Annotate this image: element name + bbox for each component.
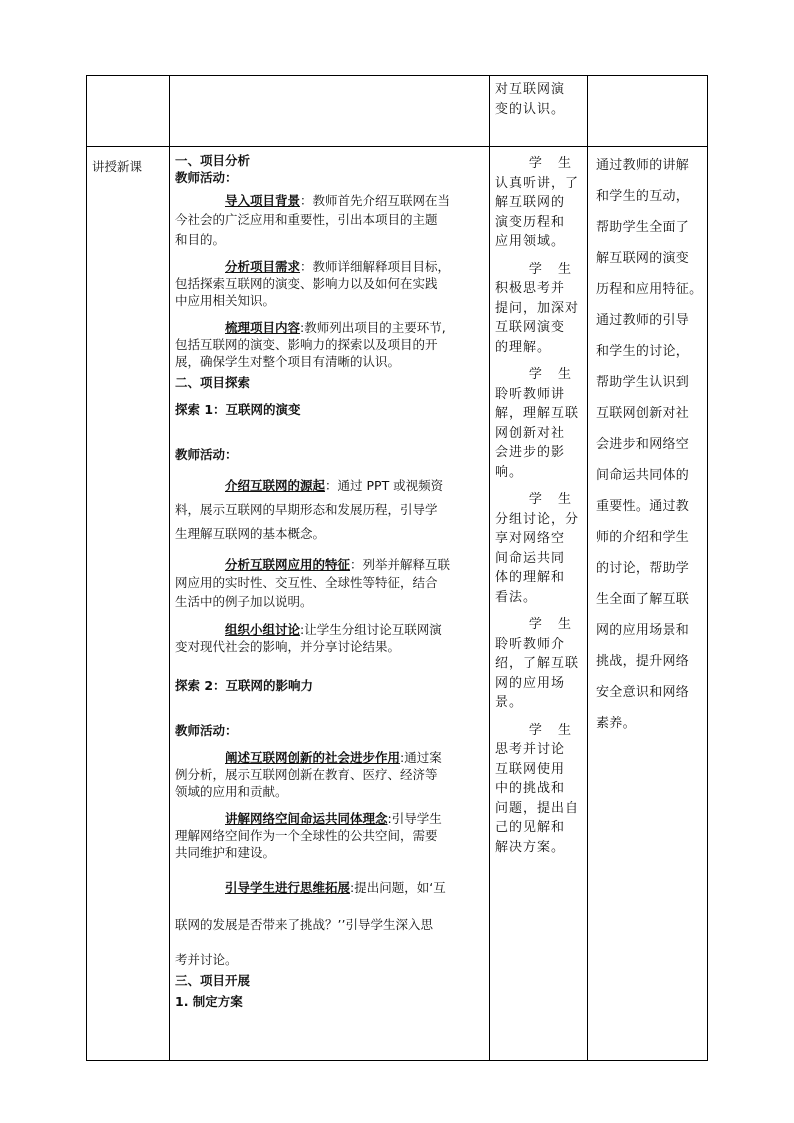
plan-subtitle: 1. 制定方案 [175,994,243,1009]
student-text: 景。 [495,695,524,710]
student-block [495,721,583,858]
student-lead: 学 生 [528,617,577,632]
student-text: 分组讨论，分 [495,511,580,527]
paragraph-text: 领域的应用和贡献。 [175,784,288,799]
student-text: 绍，了解互联 [495,656,580,671]
paragraph-text: 生理解互联网的基本概念。 [175,526,326,541]
intent-text: 网的应用场景和 [596,623,690,638]
student-text: 认真听讲，了 [495,175,580,191]
row-label-cell [92,158,168,175]
student-text: 互联网演变 [495,320,566,335]
intent-text: 帮助学生认识到 [596,375,690,390]
student-text: 问题，提出自 [495,800,580,816]
student-block [495,260,583,358]
intent-text: 挑战，提升网络 [596,654,690,669]
paragraph-text: 共同维护和建设。 [175,845,276,860]
intent-text: 互联网创新对社 [596,406,690,421]
student-lead: 学 生 [528,722,577,738]
student-text: 解决方案。 [495,839,566,855]
student-text: 提问，加深对 [495,300,580,316]
paragraph-title: 阐述互联网创新的社会进步作用 [225,750,401,765]
student-block [495,365,583,482]
paragraph-text: 考并讨论。 [175,952,238,967]
student-text: 演变历程和 [495,214,566,230]
student-block [495,490,583,607]
row-label: 讲授新课 [92,159,143,174]
paragraph-text: 中应用相关知识。 [175,293,276,308]
paragraph-title: 分析项目需求 [225,259,301,274]
paragraph-title: 讲解网络空间命运共同体理念 [225,811,388,826]
student-text: 变的认识。 [495,101,566,117]
student-activity-cell [495,154,583,865]
intent-text: 素养。 [596,716,636,731]
paragraph-title: 梳理项目内容 [225,320,301,335]
intent-text: 通过教师的讲解 [596,158,690,173]
student-text: 中的挑战和 [495,781,566,796]
section-title-development: 三、项目开展 [175,973,251,988]
paragraph-text: 例分析，展示互联网创新在教育、医疗、经济等 [175,767,438,782]
paragraph-text: 网应用的实时性、交互性、全球性等特征，结合 [175,575,438,590]
student-text: 网的应用场 [495,675,566,691]
student-text: 己的见解和 [495,820,566,835]
table-divider-col2 [489,75,490,1061]
intent-text: 帮助学生全面了 [596,220,690,235]
paragraph-text: :通过案 [400,750,442,765]
table-row-divider [86,146,708,147]
teacher-activity-label: 教师活动： [175,170,238,185]
paragraph-title: 分析互联网应用的特征 [225,557,351,572]
teacher-activity-label: 教师活动： [175,447,238,462]
paragraph-title: 引导学生进行思维拓展 [225,880,351,895]
paragraph-title: 组织小组讨论 [225,622,301,637]
student-text: 看法。 [495,589,538,605]
student-text: 体的理解和 [495,570,566,585]
table-border-bottom [86,1060,708,1061]
intent-text: 重要性。通过教 [596,499,690,514]
intent-text: 和学生的互动， [596,189,690,204]
design-intent-cell [596,150,706,739]
student-lead: 学 生 [528,367,577,382]
paragraph-text: 生活中的例子加以说明。 [175,594,313,609]
paragraph-requirements [175,258,485,275]
student-text: 网创新对社 [495,425,566,441]
paragraph-social-progress [175,749,485,766]
paragraph-text: 包括探索互联网的演变、影响力以及如何在实践 [175,276,438,291]
intent-text: 会进步和网络空 [596,437,690,452]
intent-text: 间命运共同体的 [596,468,690,483]
intent-text: 和学生的讨论， [596,344,690,359]
paragraph-text: ：通过 PPT 或视频资 [325,478,444,493]
exploration-1-title: 探索 1：互联网的演变 [175,402,301,417]
paragraph-text: :引导学生 [387,811,442,826]
paragraph-text: 今社会的广泛应用和重要性，引出本项目的主题 [175,212,438,227]
student-text: 积极思考并 [495,281,566,296]
student-text: 会进步的影 [495,445,566,460]
paragraph-title: 导入项目背景 [225,193,301,208]
student-text: 聆听教师介 [495,636,566,652]
paragraph-title: 介绍互联网的源起 [225,478,326,493]
intent-text: 解互联网的演变 [596,251,690,266]
intent-text: 通过教师的引导 [596,313,690,328]
paragraph-text: 理解网络空间作为一个全球性的公共空间，需要 [175,828,438,843]
table-border-right [707,75,708,1061]
intent-text: 历程和应用特征。 [596,282,703,297]
paragraph-community [175,810,485,827]
top-row-student-cell [495,80,583,119]
paragraph-thinking [175,879,485,896]
teacher-activity-cell [175,152,485,1010]
paragraph-text: ：教师详细解释项目目标， [300,259,451,274]
table-divider-col3 [587,75,588,1061]
student-text: 响。 [495,464,524,480]
paragraph-text: 联网的发展是否带来了挑战？’’引导学生深入思 [175,917,433,932]
paragraph-text: 料，展示互联网的早期形态和发展历程，引导学 [175,502,438,517]
paragraph-text: :教师列出项目的主要环节, [300,320,446,335]
student-lead: 学 生 [528,156,577,171]
paragraph-text: 变对现代社会的影响，并分享讨论结果。 [175,639,401,654]
paragraph-content [175,319,485,336]
intent-text: 的讨论，帮助学 [596,561,690,576]
student-lead: 学 生 [528,261,577,277]
intent-text: 安全意识和网络 [596,685,690,700]
paragraph-text: ：列举并解释互联 [350,557,451,572]
student-text: 解，理解互联 [495,406,580,421]
intent-text: 生全面了解互联 [596,592,690,607]
table-divider-col1 [169,75,170,1061]
paragraph-text: 展，确保学生对整个项目有清晰的认识。 [175,354,401,369]
table-border-top [86,75,708,76]
student-lead: 学 生 [528,492,577,507]
student-text: 间命运共同 [495,550,566,566]
teacher-activity-label: 教师活动： [175,723,238,738]
section-title-analysis: 一、项目分析 [175,153,251,168]
student-text: 解互联网的 [495,195,566,210]
paragraph-text: 包括互联网的演变、影响力的探索以及项目的开 [175,337,438,352]
paragraph-discussion [175,621,485,638]
paragraph-background [175,192,485,209]
student-block [495,154,583,252]
paragraph-text: 和目的。 [175,232,226,247]
section-title-exploration: 二、项目探索 [175,375,251,390]
paragraph-features [175,556,485,573]
table-border-left [86,75,87,1061]
intent-text: 师的介绍和学生 [596,530,690,545]
paragraph-text: ：教师首先介绍互联网在当 [300,193,451,208]
paragraph-text: :提出问题，如‘互 [350,880,446,895]
exploration-2-title: 探索 2：互联网的影响力 [175,678,314,693]
paragraph-origin [175,473,485,498]
student-block [495,615,583,713]
paragraph-text: :让学生分组讨论互联网演 [300,622,442,637]
student-text: 享对网络空 [495,531,566,546]
student-text: 的理解。 [495,339,552,355]
student-text: 应用领域。 [495,234,566,249]
student-text: 对互联网演 [495,82,566,97]
student-text: 思考并讨论 [495,742,566,757]
student-text: 互联网使用 [495,761,566,777]
student-text: 聆听教师讲 [495,386,566,402]
